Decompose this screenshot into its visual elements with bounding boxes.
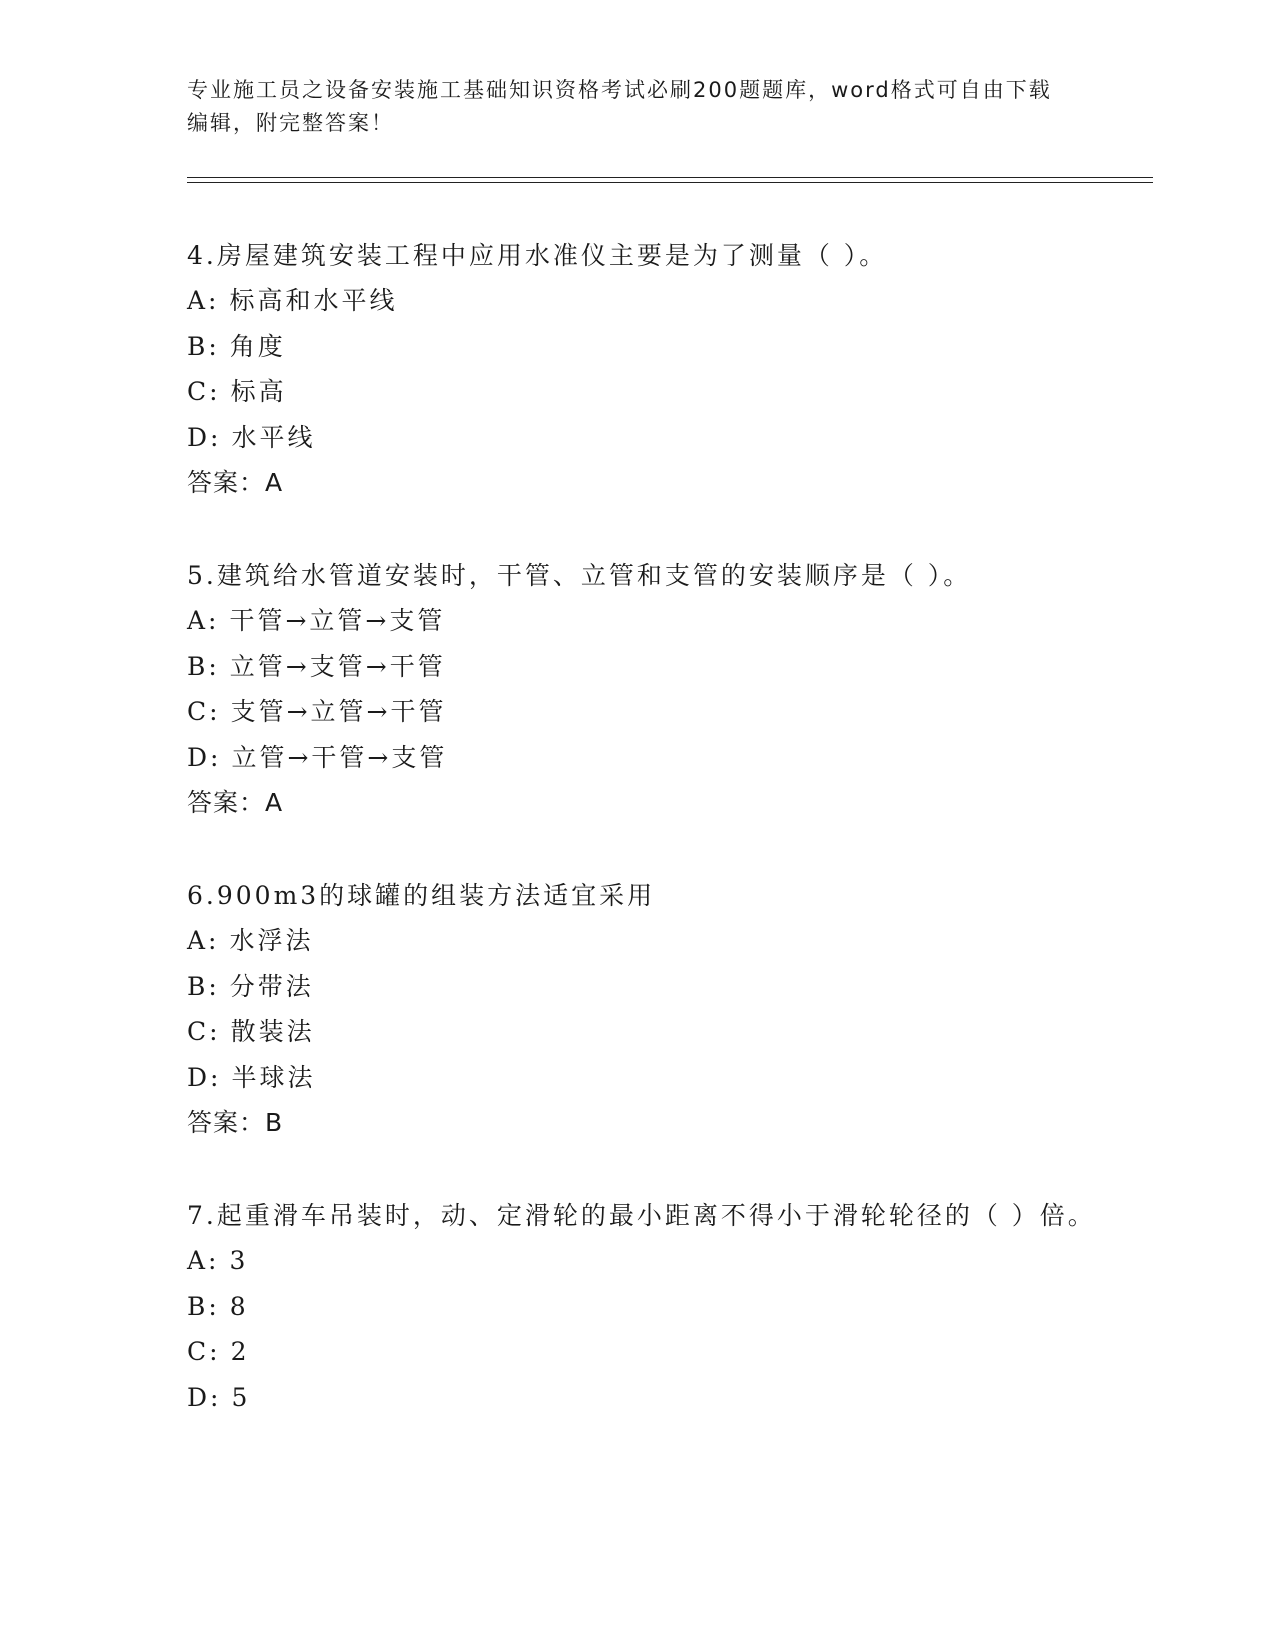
question-5 <box>187 553 1137 825</box>
option-key: C: <box>187 377 221 406</box>
option-text: 8 <box>229 1291 249 1321</box>
question-list <box>187 233 1137 1468</box>
option-a <box>187 918 1137 964</box>
option-c <box>187 689 1137 735</box>
option-key: D: <box>187 742 222 772</box>
option-a <box>187 278 1137 324</box>
option-text: 水浮法 <box>229 926 314 955</box>
option-c <box>187 1329 1137 1375</box>
option-text: 2 <box>230 1337 250 1366</box>
question-6 <box>187 873 1137 1145</box>
option-c <box>187 369 1137 415</box>
option-text: 支管→立管→干管 <box>230 697 447 726</box>
option-text: 5 <box>231 1382 251 1412</box>
question-stem: 6.900m3的球罐的组装方法适宜采用 <box>187 881 656 910</box>
header-divider-bottom <box>187 182 1153 183</box>
option-d <box>187 415 1137 461</box>
option-d <box>187 1375 1137 1421</box>
option-text: 散装法 <box>230 1017 315 1046</box>
document-header <box>187 74 1067 140</box>
option-b <box>187 644 1137 690</box>
option-text: 标高 <box>230 377 287 406</box>
option-b <box>187 964 1137 1010</box>
option-key: B: <box>187 331 220 361</box>
answer-label: 答案：A <box>187 468 284 497</box>
option-text: 分带法 <box>229 971 314 1001</box>
option-key: B: <box>187 971 220 1001</box>
question-stem: 5.建筑给水管道安装时，干管、立管和支管的安装顺序是（ ）。 <box>187 561 972 590</box>
option-text: 立管→支管→干管 <box>229 651 446 681</box>
header-divider-top <box>187 177 1153 178</box>
option-text: 立管→干管→支管 <box>231 742 448 772</box>
option-d <box>187 735 1137 781</box>
option-text: 干管→立管→支管 <box>229 606 446 635</box>
answer-label: 答案：A <box>187 788 284 817</box>
option-key: C: <box>187 697 221 726</box>
option-key: B: <box>187 651 220 681</box>
option-key: A: <box>187 1246 220 1275</box>
question-stem: 4.房屋建筑安装工程中应用水准仪主要是为了测量（ ）。 <box>187 241 888 270</box>
question-4 <box>187 233 1137 505</box>
option-c <box>187 1009 1137 1055</box>
option-text: 标高和水平线 <box>229 286 398 315</box>
option-key: A: <box>187 286 220 315</box>
option-b <box>187 1284 1137 1330</box>
question-7 <box>187 1193 1137 1420</box>
answer-label: 答案：B <box>187 1108 284 1137</box>
option-key: A: <box>187 606 220 635</box>
option-a <box>187 1238 1137 1284</box>
option-key: D: <box>187 1062 222 1092</box>
header-title: 专业施工员之设备安装施工基础知识资格考试必刷200题题库，word格式可自由下载编辑，附完整答案！ <box>187 78 1052 135</box>
option-text: 水平线 <box>231 422 316 452</box>
option-text: 3 <box>229 1246 249 1275</box>
option-key: C: <box>187 1017 221 1046</box>
option-key: A: <box>187 926 220 955</box>
option-b <box>187 324 1137 370</box>
option-text: 角度 <box>229 331 286 361</box>
option-key: D: <box>187 422 222 452</box>
option-a <box>187 598 1137 644</box>
option-text: 半球法 <box>231 1062 316 1092</box>
option-key: C: <box>187 1337 221 1366</box>
question-stem: 7.起重滑车吊装时，动、定滑轮的最小距离不得小于滑轮轮径的（ ）倍。 <box>187 1201 1096 1230</box>
option-key: B: <box>187 1291 220 1321</box>
option-d <box>187 1055 1137 1101</box>
option-key: D: <box>187 1382 222 1412</box>
